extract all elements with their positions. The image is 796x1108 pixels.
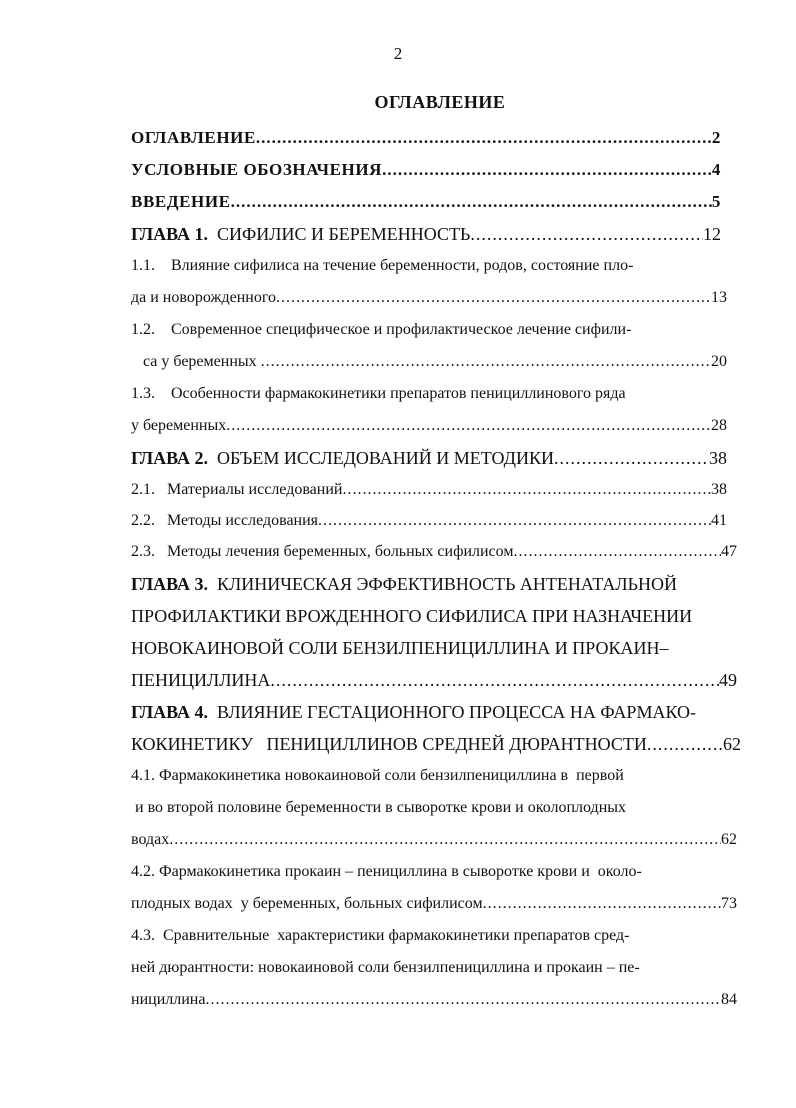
- toc-entry-page: 38: [711, 481, 727, 498]
- toc-entry-page: 41: [711, 512, 727, 529]
- toc-entry-label-continued: и во второй половине беременности в сыворотке крови и околоплодных: [131, 799, 626, 816]
- toc-entry-label-continued: ней дюрантности: новокаиновой соли бензилпенициллина и прокаин – пе-: [131, 959, 640, 976]
- leader-dots: [483, 890, 721, 918]
- toc-entry-label: 2.1. Материалы исследований: [131, 481, 343, 498]
- toc-entry-page: 62: [723, 734, 741, 754]
- toc-entry-section-4-3-line3[interactable]: [131, 986, 737, 1014]
- toc-entry-page: 12: [703, 224, 721, 244]
- toc-entry-label: ОГЛАВЛЕНИЕ: [131, 128, 256, 147]
- toc-entry-label: 2.2. Методы исследования: [131, 512, 319, 529]
- leader-dots: [276, 284, 711, 312]
- leader-dots: [256, 124, 712, 152]
- toc-entry-label-continued: водах: [131, 831, 170, 848]
- leader-dots: [261, 348, 711, 376]
- leader-dots: [169, 826, 721, 854]
- leader-dots: [270, 666, 719, 694]
- toc-entry-section-4-1-line3[interactable]: [131, 826, 737, 854]
- toc-entry-label-continued: НОВОКАИНОВОЙ СОЛИ БЕНЗИЛПЕНИЦИЛЛИНА И ПРОКАИН–: [131, 638, 669, 658]
- toc-entry-section-1-1-line1[interactable]: [131, 252, 727, 280]
- toc-entry-page: 47: [721, 543, 737, 560]
- leader-dots: [554, 444, 709, 472]
- toc-entry-label-continued: ПРОФИЛАКТИКИ ВРОЖДЕННОГО СИФИЛИСА ПРИ НАЗНАЧЕНИИ: [131, 606, 693, 626]
- leader-dots: [647, 730, 723, 758]
- toc-entry-section-2-3[interactable]: [131, 538, 737, 566]
- toc-entry-chapter-3-line1[interactable]: [131, 570, 751, 598]
- toc-entry-section-1-3-line1[interactable]: [131, 380, 727, 408]
- toc-entry-section-2-2[interactable]: [131, 507, 727, 535]
- leader-dots: [205, 986, 721, 1014]
- toc-entry-label: 4.2. Фармакокинетика прокаин – пенициллина в сыворотке крови и около-: [131, 863, 642, 880]
- leader-dots: [382, 156, 712, 184]
- toc-entry-page: 38: [709, 448, 727, 468]
- toc-entry-label-continued: плодных водах у беременных, больных сифилисом: [131, 895, 483, 912]
- toc-entry-page: 62: [721, 831, 737, 848]
- toc-entry-section-1-2-line1[interactable]: [131, 316, 727, 344]
- toc-entry-label: 4.1. Фармакокинетика новокаиновой соли бензилпенициллина в первой: [131, 767, 624, 784]
- toc-entry-label: 1.3. Особенности фармакокинетики препаратов пенициллинового ряда: [131, 385, 626, 402]
- toc-entry-abbreviations[interactable]: [131, 156, 721, 184]
- toc-entry-section-4-3-line2[interactable]: [131, 954, 747, 982]
- toc-entry-chapter-3-line3[interactable]: [131, 634, 751, 662]
- toc-entry-chapter-2[interactable]: [131, 444, 727, 472]
- leader-dots: [513, 538, 721, 566]
- leader-dots: [226, 412, 711, 440]
- toc-entry-section-1-3-line2[interactable]: [131, 412, 727, 440]
- toc-entry-label: 1.1. Влияние сифилиса на течение беременности, родов, состояние пло-: [131, 257, 634, 274]
- toc-entry-label-continued: ПЕНИЦИЛЛИНА: [131, 670, 271, 690]
- toc-entry-section-2-1[interactable]: [131, 476, 727, 504]
- toc-entry-introduction[interactable]: [131, 188, 721, 216]
- toc-entry-page: 49: [719, 670, 737, 690]
- page-title: ОГЛАВЛЕНИЕ: [374, 92, 506, 112]
- toc-entry-label-continued: да и новорожденного: [131, 289, 276, 306]
- toc-entry-chapter-1[interactable]: [131, 220, 721, 248]
- toc-entry-section-4-1-line2[interactable]: [131, 794, 741, 822]
- toc-entry-label: КЛИНИЧЕСКАЯ ЭФФЕКТИВНОСТЬ АНТЕНАТАЛЬНОЙ: [208, 574, 677, 594]
- toc-entry-page: 73: [721, 895, 737, 912]
- toc-entry-label-continued: нициллина: [131, 991, 206, 1008]
- leader-dots: [342, 476, 711, 504]
- toc-entry-chapter-4-line1[interactable]: [131, 698, 751, 726]
- toc-entry-label: 1.2. Современное специфическое и профилактическое лечение сифили-: [131, 321, 632, 338]
- toc-entry-label: ВЛИЯНИЕ ГЕСТАЦИОННОГО ПРОЦЕССА НА ФАРМАКО-: [208, 702, 696, 722]
- toc-entry-label: ВВЕДЕНИЕ: [131, 192, 231, 211]
- toc-entry-label: УСЛОВНЫЕ ОБОЗНАЧЕНИЯ: [131, 160, 383, 179]
- toc-entry-chapter-3-line2[interactable]: [131, 602, 751, 630]
- toc-entry-chapter-4-line2[interactable]: [131, 730, 741, 758]
- toc-entry-chapter-3-line4[interactable]: [131, 666, 737, 694]
- chapter-number: ГЛАВА 2.: [131, 448, 209, 468]
- leader-dots: [231, 188, 712, 216]
- toc-entry-page: 13: [711, 289, 727, 306]
- toc-entry-page: 2: [711, 128, 721, 147]
- toc-entry-page: 84: [721, 991, 737, 1008]
- toc-entry-page: 5: [711, 192, 721, 211]
- chapter-number: ГЛАВА 1.: [131, 224, 209, 244]
- chapter-number: ГЛАВА 4.: [131, 702, 209, 722]
- toc-entry-section-1-2-line2[interactable]: [131, 348, 727, 376]
- toc-entry-section-4-2-line2[interactable]: [131, 890, 737, 918]
- toc-entry-label: 2.3. Методы лечения беременных, больных сифилисом: [131, 543, 514, 560]
- toc-entry-label-continued: КОКИНЕТИКУ ПЕНИЦИЛЛИНОВ СРЕДНЕЙ ДЮРАНТНОСТИ: [131, 734, 647, 754]
- leader-dots: [318, 507, 711, 535]
- toc-entry-page: 4: [711, 160, 721, 179]
- toc-entry-label-continued: са у беременных: [131, 353, 261, 370]
- toc-entry-page: 28: [711, 417, 727, 434]
- toc-entry-section-4-1-line1[interactable]: [131, 762, 741, 790]
- page-number: 2: [393, 44, 403, 63]
- toc-entry-label: 4.3. Сравнительные характеристики фармакокинетики препаратов сред-: [131, 927, 630, 944]
- leader-dots: [470, 220, 703, 248]
- toc-entry-page: 20: [711, 353, 727, 370]
- chapter-number: ГЛАВА 3.: [131, 574, 209, 594]
- toc-entry-label: СИФИЛИС И БЕРЕМЕННОСТЬ: [208, 224, 471, 244]
- toc-entry-section-1-1-line2[interactable]: [131, 284, 727, 312]
- toc-entry-section-4-2-line1[interactable]: [131, 858, 747, 886]
- toc-entry-section-4-3-line1[interactable]: [131, 922, 747, 950]
- toc-entry-label: ОБЪЕМ ИССЛЕДОВАНИЙ И МЕТОДИКИ: [208, 448, 554, 468]
- toc-entry-label-continued: у беременных: [131, 417, 227, 434]
- toc-entry-contents[interactable]: [131, 124, 721, 152]
